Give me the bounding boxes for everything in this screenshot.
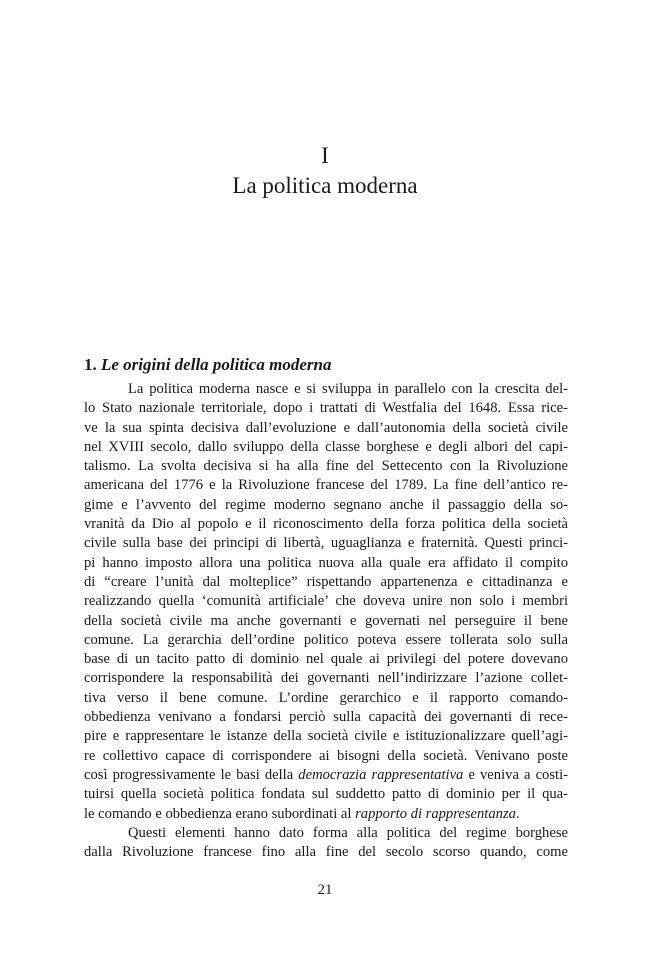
text-line: della società civile ma anche governanti e governati nel perseguire il bene <box>84 612 568 629</box>
text-line: talismo. La svolta decisiva si ha alla fine del Settecento con la Rivoluzione <box>84 458 568 475</box>
text-line: ve la sua spinta decisiva dall’evoluzione e dall’autonomia della società civile <box>84 419 568 436</box>
section-heading <box>84 354 574 376</box>
chapter-number: I <box>321 143 329 168</box>
text-line: nel XVIII secolo, dallo sviluppo della classe borghese e degli albori del capi- <box>84 438 568 455</box>
emphasis-rapporto-di-rappresentanza: rapporto di rappresentanza <box>355 805 516 822</box>
text-line-with-emphasis <box>84 805 568 824</box>
text-line: tuirsi quella società politica fondata sul suddetto patto di dominio per il qua- <box>84 786 568 803</box>
text-fragment: e veniva a costi- <box>463 766 568 783</box>
emphasis-democrazia-rappresentativa: democrazia rappresentativa <box>298 766 464 783</box>
text-line: vranità da Dio al popolo e il riconoscimento della forza politica della società <box>84 516 568 533</box>
text-line: base di un tacito patto di dominio nel quale ai privilegi del potere dovevano <box>84 651 568 668</box>
text-line: di “creare l’unità dal molteplice” rispettando appartenenza e cittadinanza e <box>84 573 568 590</box>
chapter-title: La politica moderna <box>232 173 418 198</box>
text-line: dalla Rivoluzione francese fino alla fine del secolo scorso quando, come <box>84 844 568 861</box>
text-line: re collettivo capace di corrispondere ai bisogni della società. Venivano poste <box>84 747 568 764</box>
text-line: corrispondere la responsabilità dei governanti nell’indirizzare l’azione collet- <box>84 670 568 687</box>
text-line: comune. La gerarchia dell’ordine politico poteva essere tollerata solo sulla <box>84 631 568 648</box>
section-title: Le origini della politica moderna <box>101 355 332 374</box>
text-line: obbedienza venivano a fondarsi perciò sulla capacità dei governanti di rece- <box>84 709 568 726</box>
page-number: 21 <box>317 882 333 898</box>
text-fragment: . <box>515 805 520 822</box>
body-text <box>84 380 568 862</box>
text-line: pi hanno imposto allora una politica nuova alla quale era affidato il compito <box>84 554 568 571</box>
section-number: 1. <box>84 355 97 374</box>
text-line: La politica moderna nasce e si sviluppa in parallelo con la crescita del- <box>128 381 568 397</box>
text-line: Questi elementi hanno dato forma alla politica del regime borghese <box>128 824 568 841</box>
text-line: lo Stato nazionale territoriale, dopo i trattati di Westfalia del 1648. Essa rice- <box>84 400 568 417</box>
text-line: civile sulla base dei principi di libertà, uguaglianza e fraternità. Questi princi- <box>84 535 568 552</box>
text-fragment: così progressivamente le basi della <box>84 766 299 783</box>
text-line: gime e l’avvento del regime moderno segnano anche il passaggio della so- <box>84 496 568 513</box>
text-fragment: le comando e obbedienza erano subordinati al <box>84 805 356 822</box>
text-line-with-emphasis <box>84 766 568 785</box>
text-line: americana del 1776 e la Rivoluzione francese del 1789. La fine dell’antico re- <box>84 477 568 494</box>
text-line: tiva verso il bene comune. L’ordine gerarchico e il rapporto comando- <box>84 689 568 706</box>
text-line: realizzando quella ‘comunità artificiale’ che doveva unire non solo i membri <box>84 593 568 610</box>
text-line: pire e rappresentare le istanze della società civile e istituzionalizzare quell’agi- <box>84 728 568 745</box>
